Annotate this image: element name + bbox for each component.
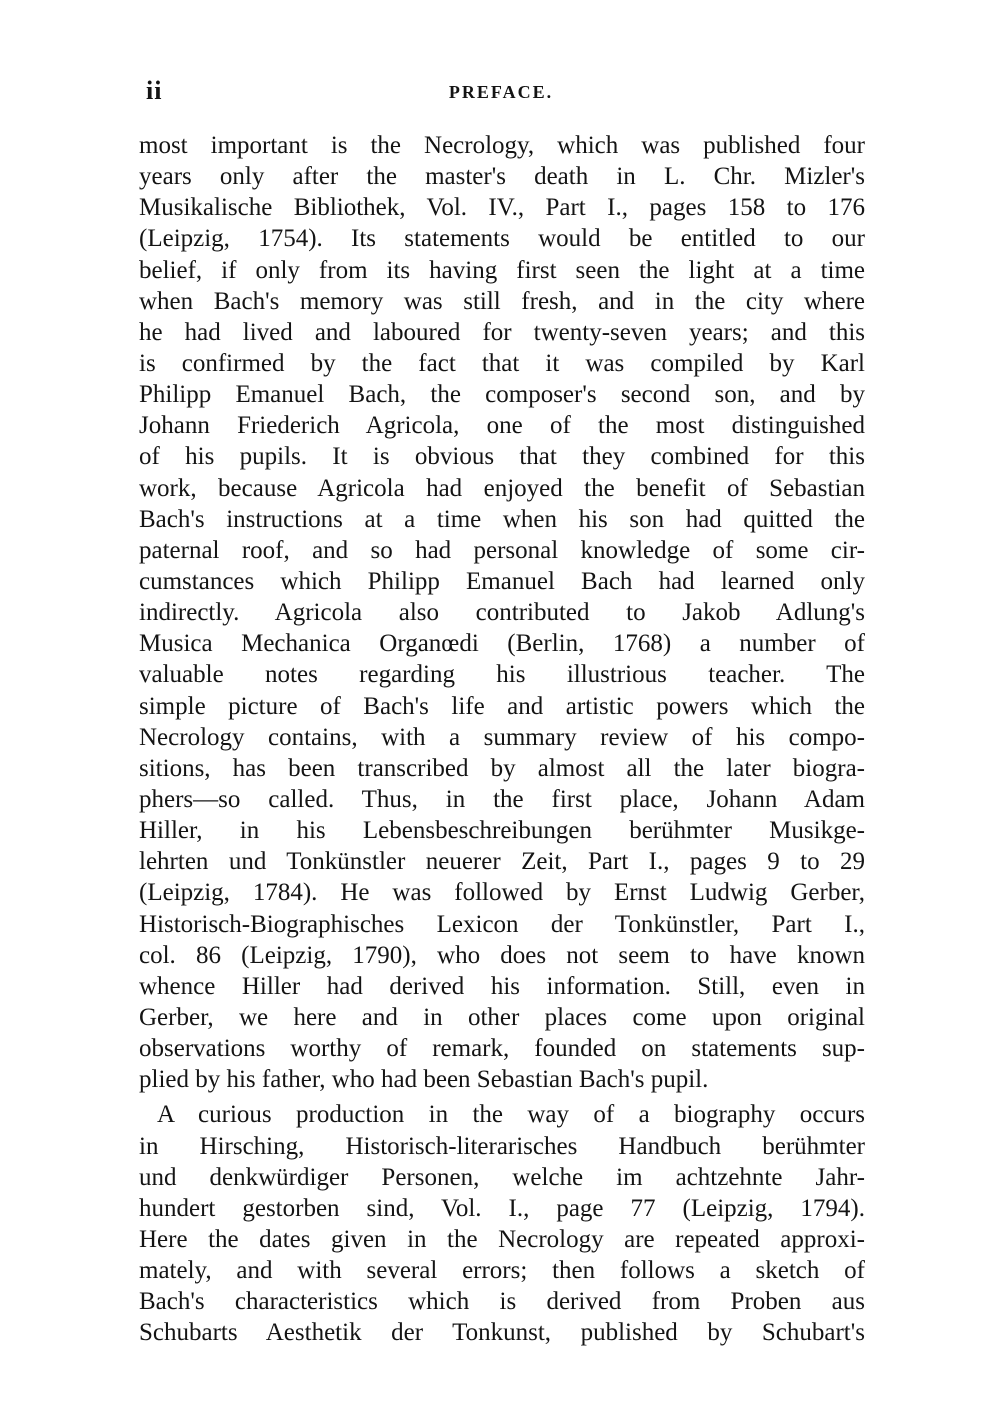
- text-line: col. 86 (Leipzig, 1790), who does not seem to have known: [139, 941, 865, 969]
- text-line: A curious production in the way of a biography occurs: [157, 1101, 865, 1129]
- text-line: cumstances which Philipp Emanuel Bach had learned only: [139, 567, 865, 595]
- body-text: [139, 130, 865, 1348]
- text-line: phers—so called. Thus, in the first place, Johann Adam: [139, 785, 865, 813]
- text-line: Bach's characteristics which is derived from Proben aus: [139, 1288, 865, 1316]
- text-line: of his pupils. It is obvious that they combined for this: [139, 443, 865, 471]
- text-line: Hiller, in his Lebensbeschreibungen berühmter Musikge-: [139, 817, 865, 845]
- text-line: lehrten und Tonkünstler neuerer Zeit, Part I., pages 9 to 29: [139, 848, 865, 876]
- paragraph-1: [139, 130, 865, 1095]
- text-line: plied by his father, who had been Sebastian Bach's pupil.: [139, 1066, 709, 1094]
- text-line: hundert gestorben sind, Vol. I., page 77 (Leipzig, 1794).: [139, 1194, 865, 1222]
- text-line: Philipp Emanuel Bach, the composer's second son, and by: [139, 381, 865, 409]
- text-line: valuable notes regarding his illustrious teacher. The: [139, 661, 865, 689]
- text-line: indirectly. Agricola also contributed to Jakob Adlung's: [139, 599, 865, 627]
- text-line: belief, if only from its having first seen the light at a time: [139, 256, 865, 284]
- text-line: observations worthy of remark, founded on statements sup-: [139, 1035, 865, 1063]
- text-line: years only after the master's death in L. Chr. Mizler's: [139, 163, 865, 191]
- text-line: in Hirsching, Historisch-literarisches Handbuch berühmter: [139, 1132, 865, 1160]
- text-line: Schubarts Aesthetik der Tonkunst, published by Schubart's: [139, 1319, 865, 1347]
- text-line: mately, and with several errors; then follows a sketch of: [139, 1257, 865, 1285]
- text-line: most important is the Necrology, which was published four: [139, 132, 865, 159]
- text-line: (Leipzig, 1754). Its statements would be entitled to our: [139, 225, 865, 253]
- page-number: ii: [146, 76, 163, 105]
- text-line: Gerber, we here and in other places come upon original: [139, 1003, 865, 1031]
- text-line: Here the dates given in the Necrology are repeated approxi-: [139, 1225, 865, 1253]
- running-head: [140, 74, 862, 108]
- text-line: paternal roof, and so had personal knowledge of some cir-: [139, 536, 865, 564]
- paragraph-2: [139, 1099, 865, 1348]
- text-line: (Leipzig, 1784). He was followed by Ernst Ludwig Gerber,: [139, 879, 865, 907]
- text-line: Bach's instructions at a time when his son had quitted the: [139, 505, 865, 533]
- text-line: when Bach's memory was still fresh, and in the city where: [139, 287, 865, 315]
- text-line: und denkwürdiger Personen, welche im achtzehnte Jahr-: [139, 1163, 865, 1191]
- running-title: PREFACE.: [448, 82, 554, 102]
- text-line: Necrology contains, with a summary review of his compo-: [139, 723, 865, 751]
- text-line: Musikalische Bibliothek, Vol. IV., Part I., pages 158 to 176: [139, 194, 865, 222]
- text-line: Johann Friederich Agricola, one of the most distinguished: [139, 412, 865, 440]
- text-line: work, because Agricola had enjoyed the benefit of Sebastian: [139, 474, 865, 502]
- text-line: whence Hiller had derived his information. Still, even in: [139, 972, 865, 1000]
- text-line: simple picture of Bach's life and artistic powers which the: [139, 692, 865, 720]
- text-line: Musica Mechanica Organœdi (Berlin, 1768) a number of: [139, 630, 865, 658]
- text-line: sitions, has been transcribed by almost all the later biogra-: [139, 754, 865, 782]
- text-line: he had lived and laboured for twenty-seven years; and this: [139, 318, 865, 346]
- text-line: Historisch-Biographisches Lexicon der Tonkünstler, Part I.,: [139, 910, 865, 938]
- text-line: is confirmed by the fact that it was compiled by Karl: [139, 349, 865, 377]
